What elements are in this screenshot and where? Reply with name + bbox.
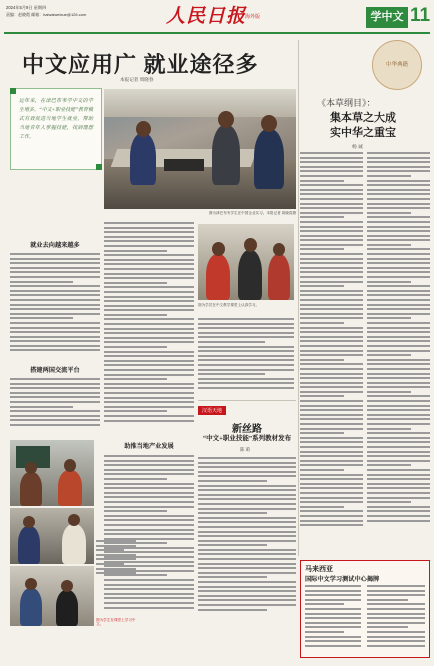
section-tab: [366, 7, 408, 28]
column-box-title: 新丝路: [232, 424, 262, 435]
column-divider-right: [298, 40, 299, 556]
middle-right-column-text: [198, 318, 294, 398]
news-box: [300, 560, 430, 658]
student-photo: [10, 566, 94, 626]
news-box-text-2: [367, 585, 425, 653]
classroom-photo: [10, 440, 94, 506]
book-badge: [372, 40, 422, 90]
left-column-text-2: [10, 378, 100, 438]
book-title-line-1: 《本草纲目》：: [317, 98, 376, 108]
date-line: 2024年5月9日 星期四: [6, 5, 47, 10]
newspaper-logo: 人民日报: [166, 6, 247, 27]
byline: 本报记者 周晓春: [120, 77, 154, 82]
column-box-subtitle: “中文+职业技能”系列教材发布: [202, 435, 292, 442]
main-photo-caption: 图为津巴布韦学生在中国企业实习。本报记者 周晓春摄: [208, 211, 296, 215]
editor-line: 责编：赵晓霞 邮箱：haiwaiweixue@126.com: [6, 12, 87, 17]
lab-photo: [10, 508, 94, 564]
subhead-exchange: [10, 367, 100, 374]
intro-box: [10, 88, 102, 170]
middle-left-column-text-2: [104, 455, 194, 630]
column-box-author: 陈 萌: [240, 447, 250, 452]
classroom-right-photo: [198, 224, 294, 300]
book-author: 杨 诚: [352, 145, 363, 150]
section-label: 学中文: [370, 11, 404, 23]
masthead-rule: [4, 32, 430, 34]
subhead-employment-text: 就业去向越来越多: [30, 242, 80, 249]
news-box-subtitle: 国际中文学习测试中心揭牌: [305, 576, 380, 583]
newspaper-logo-suffix: 海外版: [245, 14, 261, 20]
main-headline: 中文应用广 就业途径多: [22, 52, 259, 77]
masthead: [0, 0, 434, 40]
news-box-title: 马来西亚: [305, 565, 333, 573]
column-box-label: 汉语天地: [198, 406, 226, 415]
page-number: 11: [410, 5, 431, 26]
right-photo-caption: 图为学员在中文教学课堂上认真学习。: [198, 303, 260, 307]
subhead-employment: [10, 242, 100, 249]
intro-text: 近年来，在津巴布韦学中文的学生增多。“中文+职业技能”教育模式有效促进当地学生就业，帮助当地青年人掌握技能，找到理想工作。: [19, 99, 93, 140]
subhead-exchange-text: 搭建两国交流平台: [30, 367, 80, 374]
column-box-text: [198, 457, 296, 629]
subhead-industry: [104, 443, 194, 450]
subhead-industry-text: 助推当地产业发展: [124, 443, 174, 450]
left-column-text-1: [10, 253, 100, 363]
book-badge-label: 中华典籍: [385, 62, 408, 68]
left-bottom-caption: 图为学生在课堂上学习中文。: [96, 618, 136, 627]
main-photo: [104, 89, 296, 209]
book-body-text: [300, 152, 430, 548]
column-box: [198, 400, 296, 633]
book-title-line-3: 实中华之重宝: [330, 127, 396, 139]
middle-left-column-text: [104, 222, 194, 442]
news-box-text: [305, 585, 361, 653]
book-title-line-2: 集本草之大成: [330, 112, 396, 124]
